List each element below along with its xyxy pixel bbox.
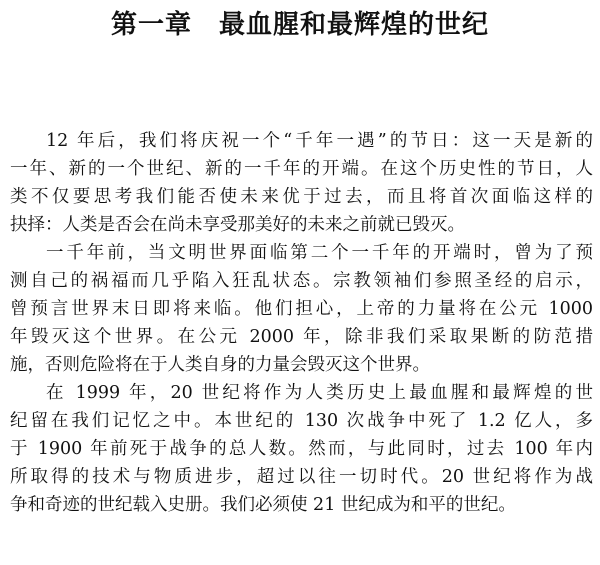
paragraph-1-line-3: 类不仅要思考我们能否使未来优于过去，而且将首次面临这样的 xyxy=(10,187,593,207)
body-text xyxy=(10,127,593,519)
paragraph-2-line-5: 施，否则危险将在于人类自身的力量会毁灭这个世界。 xyxy=(10,355,430,375)
paragraph-3-line-4: 所取得的技术与物质进步，超过以往一切时代。20 世纪将作为战 xyxy=(10,467,593,487)
paragraph-3-line-5: 争和奇迹的世纪载入史册。我们必须使 21 世纪成为和平的世纪。 xyxy=(10,495,516,515)
paragraph-2-line-1: 一千年前，当文明世界面临第二个一千年的开端时，曾为了预 xyxy=(46,243,593,263)
paragraph-1-line-4: 抉择：人类是否会在尚未享受那美好的未来之前就已毁灭。 xyxy=(10,215,465,235)
paragraph-2-line-4: 年毁灭这个世界。在公元 2000 年，除非我们采取果断的防范措 xyxy=(10,327,593,347)
paragraph-3-line-2: 纪留在我们记忆之中。本世纪的 130 次战争中死了 1.2 亿人，多 xyxy=(10,411,593,431)
chapter-title: 第一章 最血腥和最辉煌的世纪 xyxy=(110,10,489,40)
paragraph-1-line-1: 12 年后，我们将庆祝一个“千年一遇”的节日：这一天是新的 xyxy=(46,131,593,151)
paragraph-2-line-3: 曾预言世界末日即将来临。他们担心，上帝的力量将在公元 1000 xyxy=(10,299,593,319)
paragraph-2-line-2: 测自己的祸福而几乎陷入狂乱状态。宗教领袖们参照圣经的启示， xyxy=(10,271,593,291)
paragraph-3-line-3: 于 1900 年前死于战争的总人数。然而，与此同时，过去 100 年内 xyxy=(10,439,593,459)
paragraph-1-line-2: 一年、新的一个世纪、新的一千年的开端。在这个历史性的节日，人 xyxy=(10,159,593,179)
paragraph-3-line-1: 在 1999 年，20 世纪将作为人类历史上最血腥和最辉煌的世 xyxy=(46,383,593,403)
